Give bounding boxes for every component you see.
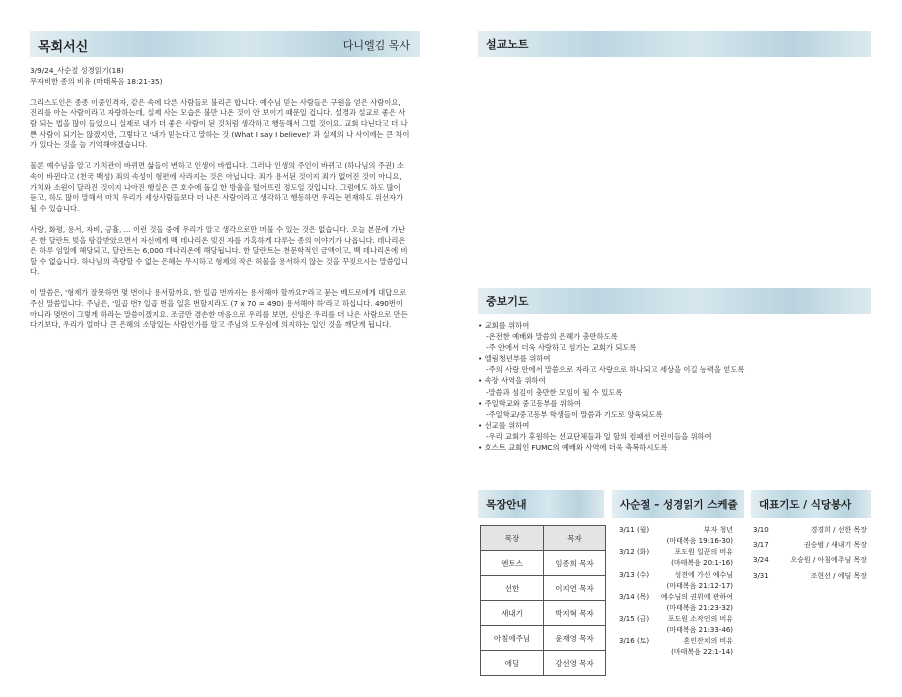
prayer-item-sub: -온전한 예배와 말씀의 은혜가 충만하도록 (486, 332, 618, 342)
prayer-item (478, 320, 873, 353)
sermon-notes-title: 설교노트 (486, 38, 529, 51)
reading-ref: (마태복음 22:1-14) (671, 648, 733, 657)
table-row (481, 551, 606, 576)
prayer-item (478, 398, 873, 420)
reading-schedule-title: 사순절 – 성경읽기 스케쥴 (620, 499, 738, 511)
pastor-guide-header (478, 490, 604, 518)
list-item (753, 540, 871, 555)
reading-ref: (마태복음 21:12-17) (666, 581, 733, 590)
pastoral-letter-header (30, 31, 420, 57)
rep-name: 조현선 / 에딤 목장 (810, 571, 867, 580)
prayer-item-sub: -주의 사랑 안에서 말씀으로 자라고 사랑으로 하나되고 세상을 이길 능력을 얻도록 (486, 365, 745, 375)
prayer-item (478, 375, 873, 397)
list-item (619, 547, 739, 569)
prayer-item-title: • 호스트 교회인 FUMC의 예배와 사역에 더욱 축복하시도록 (478, 442, 873, 453)
reading-title: 포도원 소작인의 비유 (667, 615, 733, 624)
list-item (753, 555, 871, 570)
list-item (619, 525, 739, 547)
pastor-table-header-row (481, 526, 606, 551)
reading-ref: (마태복음 20:1-16) (671, 559, 733, 568)
prayer-item-title: • 속장 사역을 위하여 (478, 375, 873, 386)
pastor-table-header: 목장 (481, 526, 544, 551)
sermon-paragraph: 사랑, 화평, 용서, 자비, 긍휼, ... 이런 것들 중에 우리가 알고 생각으로만 머물 수 있는 것은 없습니다. 오늘 본문에 가난은 한 달란트 빚을 탕감받았으면서 자신에게 백 데나리온 빚진 자를 가혹하게 다루는 종의 이야기가 나옵니다. 데나리온은 하루 임일에 해당되고, 달란트는 6,000 데나리온에 해당됩니다. 한 달란트는 천문학적인 금액이고, 백 데나리온에 비할 수 없습니다. 하나님의 측량할 수 없는 은혜는 무시하고 형제의 작은 허물을 용서하지 않는 것을 꾸짖으시는 말씀입니다. (30, 224, 408, 277)
sermon-notes-header (478, 31, 871, 57)
reading-ref: (마태복음 19:16-30) (666, 537, 733, 545)
table-cell: 임종희 목자 (544, 551, 606, 576)
rep-prayer-title: 대표기도 / 식당봉사 (759, 499, 852, 511)
prayer-item (478, 420, 873, 442)
sermon-paragraph: 물론 예수님을 알고 가치관이 바뀌면 삶들이 변하고 인생이 바뀝니다. 그러나 인생의 주인이 바뀌고 (하나님의 주권) 소속이 바뀐다고 (천국 백성) 죄의 속성이 형편에 사라지는 것은 아닙니다. 죄가 용서된 것이지 죄가 없어진 것이 아니요, 가치와 소원이 달라진 것이지 나아진 행실은 큰 호수에 돌길 한 방울을 떨어뜨린 정도일 것입니다. 그럼에도 하도 많이 듣고, 하도 많이 말해서 마치 우리가 세상사람들보다 더 나은 사람이라고 생각하고 행동하면 우리는 편재하도 위선자가 될 수 있습니다. (30, 161, 405, 213)
table-cell: 이지연 목자 (544, 576, 606, 601)
pastoral-letter-title: 목회서신 (38, 40, 89, 55)
sermon-meta (30, 66, 410, 87)
sermon-paragraph: 이 말씀은, '형제가 잘못하면 몇 번이나 용서할까요, 한 일곱 번까지는 용서해야 할까요?'라고 묻는 베드로에게 대답으로 주신 말씀입니다. 주님은, '일곱 번? 일곱 번을 일흔 번할지라도 (7 x 70 = 490) 용서해야 하'라고 하십니다. 490번이 아니라 몇번이 그렇게 하라는 말씀이겠지요. 조금만 겸손한 마음으로 우리를 보면, 신앙은 우리를 더 나은 사람으로 만든다기보다, 우리가 얼마나 큰 은혜의 소망있는 사람인가를 알고 주님의 도우심에 의지하는 일인 것을 깨닫게 됩니다. (30, 288, 408, 330)
prayer-item-title: • 주일학교와 중고등부를 위하여 (478, 398, 873, 409)
reading-date: 3/15 (금) (619, 615, 650, 624)
prayer-item-sub: -주일학교/중고등부 학생들이 말씀과 기도로 양육되도록 (486, 409, 663, 419)
prayer-item-sub: -주 안에서 더욱 사랑하고 섬기는 교회가 되도록 (486, 343, 637, 353)
sermon-body (30, 66, 410, 341)
reading-date: 3/11 (월) (619, 526, 650, 534)
intercession-list (478, 320, 873, 453)
reading-date: 3/12 (화) (619, 548, 650, 557)
reading-schedule-header (612, 490, 744, 518)
intercession-title: 중보기도 (486, 295, 529, 308)
table-cell: 아침에주님 (481, 626, 544, 651)
sermon-paragraph: 그리스도인은 종종 이중인격자, 같은 속에 다른 사람들로 불리곤 합니다. 예수님 믿는 사람들은 구원을 얻은 사람이요, 진리를 아는 사람이라고 자랑하는데, 실제 사는 모습은 불만 나온 것이 안 보이기 때문일 겁니다. 설경과 설교로 좋은 사람 되는 법을 많이 들었으니 실제로 내가 더 좋은 사람이 된 것처럼 생각하고 행동해서 그럴 것이요. 교회 다닌다고 더 나쁜 사람이 되기는 않겠지만, 그렇다고 '내가 믿는다고 말하는 것 (What I say I believe)' 과 실제의 나 사이에는 큰 차이가 있다는 것을 늘 기억해야겠습니다. (30, 97, 410, 150)
reading-title: 혼인잔치의 비유 (683, 637, 733, 646)
prayer-item-title: • 엘림청년부를 위하여 (478, 353, 873, 364)
rep-name: 권승범 / 새내기 목장 (803, 541, 867, 550)
table-row (481, 576, 606, 601)
reading-title: 성전에 가신 예수님 (674, 570, 733, 579)
rep-prayer-list (753, 525, 871, 586)
list-item (619, 636, 739, 658)
prayer-item-title: • 교회를 위하여 (478, 320, 873, 331)
prayer-item (478, 442, 873, 453)
list-item (753, 525, 871, 540)
reading-ref: (마태복음 21:23-32) (666, 603, 733, 612)
sermon-title-line: 무자비한 종의 비유 (마태복음 18:21-35) (30, 76, 163, 86)
list-item (619, 570, 739, 592)
table-cell: 선한 (481, 576, 544, 601)
table-row (481, 601, 606, 626)
table-cell: 강선영 목자 (544, 651, 606, 676)
reading-title: 예수님의 권위에 관하여 (660, 592, 733, 601)
reading-date: 3/13 (수) (619, 570, 650, 579)
rep-date: 3/17 (753, 541, 769, 550)
reading-schedule (619, 525, 739, 659)
list-item (619, 614, 739, 636)
table-cell: 박지혁 목자 (544, 601, 606, 626)
reading-date: 3/14 (목) (619, 592, 650, 601)
prayer-item-sub: -우리 교회가 후원하는 선교단체들과 일 할의 컴패션 어린이들을 위하여 (486, 431, 712, 441)
table-cell: 엔토스 (481, 551, 544, 576)
list-item (753, 571, 871, 586)
rep-date: 3/24 (753, 556, 769, 565)
table-row (481, 626, 606, 651)
reading-ref: (마태복음 21:33-46) (666, 626, 733, 635)
sermon-date-line: 3/9/24_사순절 성경읽기(18) (30, 66, 124, 75)
pastor-table-header: 목자 (544, 526, 606, 551)
rep-date: 3/10 (753, 526, 769, 534)
rep-name: 오승원 / 아침에주님 목장 (790, 556, 867, 565)
rep-name: 경경희 / 선한 목장 (810, 526, 867, 534)
prayer-item (478, 353, 873, 375)
table-cell: 새내기 (481, 601, 544, 626)
table-row (481, 651, 606, 676)
prayer-item-sub: -말씀과 섬김이 충만한 모임이 될 수 있도록 (486, 387, 623, 397)
pastor-guide-title: 목장안내 (486, 499, 527, 511)
table-cell: 윤재영 목자 (544, 626, 606, 651)
reading-date: 3/16 (토) (619, 637, 650, 646)
reading-title: 부자 청년 (703, 526, 733, 534)
pastor-table (480, 525, 606, 676)
list-item (619, 592, 739, 614)
table-cell: 에딤 (481, 651, 544, 676)
prayer-item-title: • 선교를 위하여 (478, 420, 873, 431)
pastoral-letter-author: 다니엘김 목사 (342, 39, 410, 52)
intercession-header (478, 288, 871, 314)
rep-prayer-header (751, 490, 871, 518)
rep-date: 3/31 (753, 571, 769, 580)
reading-title: 포도원 일꾼의 비유 (674, 548, 733, 557)
